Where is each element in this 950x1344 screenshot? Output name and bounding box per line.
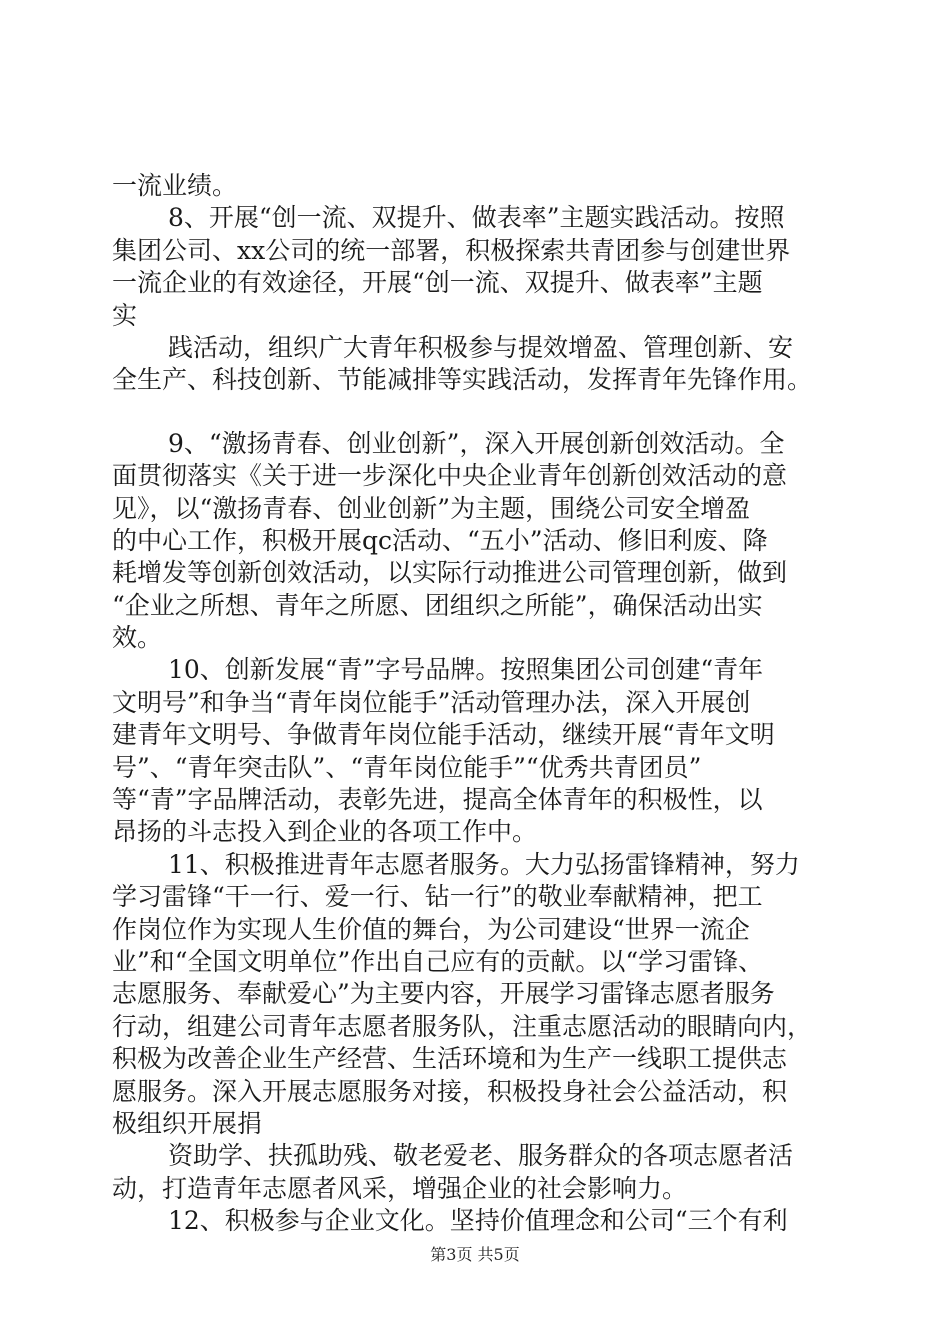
text-line: 12、积极参与企业文化。坚持价值理念和公司“三个有利 — [168, 1206, 788, 1236]
text-line: 号”、“青年突击队”、“青年岗位能手”“优秀共青团员” — [112, 752, 702, 782]
text-line: 等“青”字品牌活动，表彰先进，提高全体青年的积极性，以 — [112, 785, 763, 815]
text-line: 动，打造青年志愿者风采，增强企业的社会影响力。 — [112, 1173, 688, 1203]
text-line: 的中心工作，积极开展qc活动、“五小”活动、修旧利废、降 — [112, 525, 768, 555]
text-line: 一流业绩。 — [112, 171, 238, 200]
text-line: 效。 — [112, 623, 163, 653]
text-line: 面贯彻落实《关于进一步深化中央企业青年创新创效活动的意 — [112, 461, 788, 491]
text-line: 建青年文明号、争做青年岗位能手活动，继续开展“青年文明 — [112, 720, 775, 750]
text-line: 集团公司、xx公司的统一部署，积极探索共青团参与创建世界 — [112, 235, 791, 265]
text-line: 学习雷锋“干一行、爱一行、钻一行”的敬业奉献精神，把工 — [112, 882, 763, 912]
document-body — [112, 170, 840, 1238]
text-line: 见》，以“激扬青春、创业创新”为主题，围绕公司安全增盈 — [112, 493, 751, 523]
text-line: 极组织开展捐 — [112, 1108, 263, 1138]
text-line: 业”和“全国文明单位”作出自己应有的贡献。以“学习雷锋、 — [112, 946, 764, 976]
text-line: 10、创新发展“青”字号品牌。按照集团公司创建“青年 — [168, 655, 764, 685]
text-line: 耗增发等创新创效活动，以实际行动推进公司管理创新，做到 — [112, 558, 788, 588]
text-line: 行动，组建公司青年志愿者服务队，注重志愿活动的眼睛向内， — [112, 1011, 813, 1041]
text-line: 愿服务。深入开展志愿服务对接，积极投身社会公益活动，积 — [112, 1076, 788, 1106]
text-line: 积极为改善企业生产经营、生活环境和为生产一线职工提供志 — [112, 1044, 788, 1074]
text-line: 实 — [112, 300, 138, 330]
page-footer: 第3页 共5页 — [430, 1245, 520, 1264]
text-line: 资助学、扶孤助残、敬老爱老、服务群众的各项志愿者活 — [168, 1141, 794, 1171]
text-line: 全生产、科技创新、节能减排等实践活动，发挥青年先锋作用。 — [112, 365, 813, 395]
text-line: “企业之所想、青年之所愿、团组织之所能”，确保活动出实 — [112, 590, 763, 620]
text-line: 昂扬的斗志投入到企业的各项工作中。 — [112, 817, 538, 847]
text-line: 9、“激扬青春、创业创新”，深入开展创新创效活动。全 — [168, 428, 785, 458]
text-line: 8、开展“创一流、双提升、做表率”主题实践活动。按照 — [168, 203, 785, 233]
paragraph-gap — [112, 397, 840, 428]
text-line: 文明号”和争当“青年岗位能手”活动管理办法，深入开展创 — [112, 687, 751, 717]
text-line: 践活动，组织广大青年积极参与提效增盈、管理创新、安 — [168, 332, 794, 362]
text-line: 一流企业的有效途径，开展“创一流、双提升、做表率”主题 — [112, 268, 763, 298]
text-line: 作岗位作为实现人生价值的舞台，为公司建设“世界一流企 — [112, 914, 750, 944]
text-line: 志愿服务、奉献爱心”为主要内容，开展学习雷锋志愿者服务 — [112, 979, 775, 1009]
text-line: 11、积极推进青年志愿者服务。大力弘扬雷锋精神，努力 — [168, 849, 800, 879]
